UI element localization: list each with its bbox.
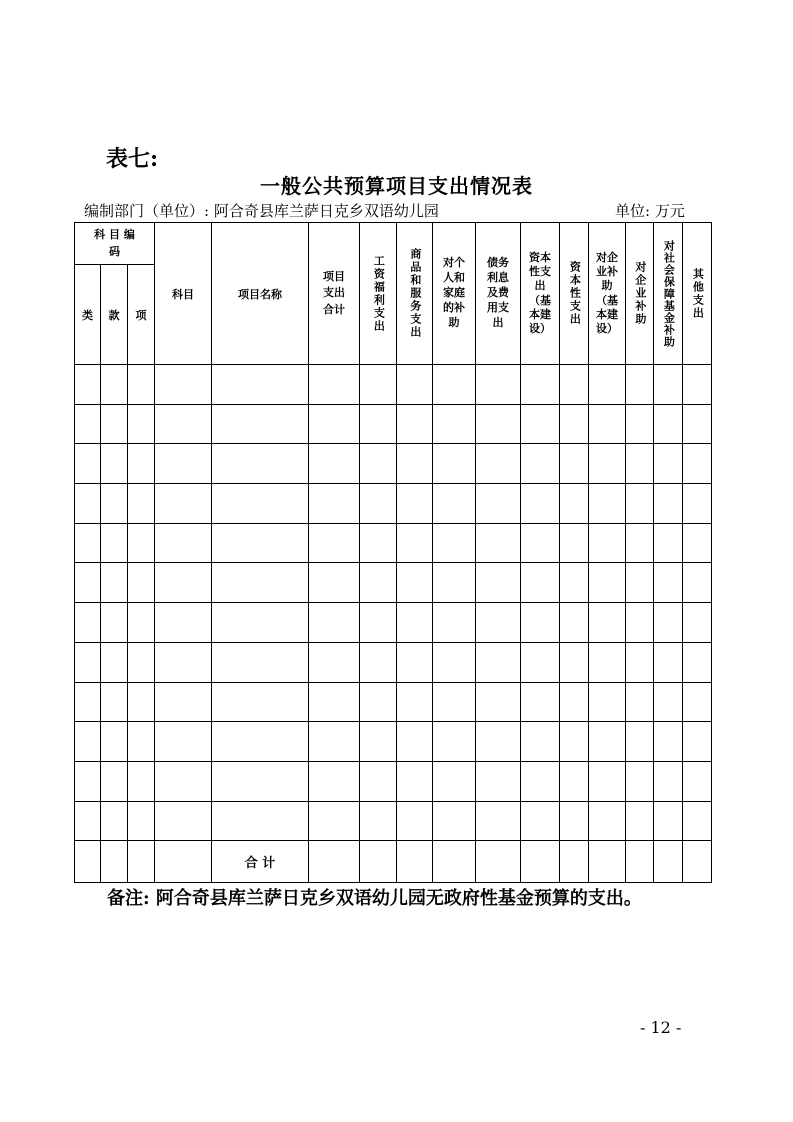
table-cell: [155, 801, 212, 841]
table-cell: [360, 642, 397, 682]
header-debt: 债务 利息 及费 用支 出: [476, 223, 521, 365]
table-cell: [101, 801, 128, 841]
table-row: [75, 404, 712, 444]
table-cell: [155, 563, 212, 603]
table-cell: [521, 523, 560, 563]
table-cell: [626, 801, 654, 841]
table-cell: [626, 761, 654, 801]
table-cell: [476, 682, 521, 722]
table-cell: [433, 563, 476, 603]
table-number: 表七:: [106, 146, 159, 172]
table-cell: [589, 761, 626, 801]
table-cell: [433, 484, 476, 524]
table-cell: [589, 841, 626, 883]
table-cell: [654, 682, 683, 722]
header-project-name: 项目名称: [212, 223, 309, 365]
table-cell: [309, 642, 360, 682]
table-cell: [309, 801, 360, 841]
table-cell: [589, 444, 626, 484]
table-cell: [683, 841, 712, 883]
table-cell: [589, 603, 626, 643]
table-cell: [476, 444, 521, 484]
table-cell: [560, 642, 589, 682]
header-wages: 工资福利支出: [360, 223, 397, 365]
table-cell: [654, 365, 683, 405]
table-cell: [397, 722, 433, 762]
table-cell: [155, 404, 212, 444]
table-cell: [521, 404, 560, 444]
table-cell: [560, 603, 589, 643]
table-cell: [626, 841, 654, 883]
table-cell: [360, 484, 397, 524]
table-cell: [476, 841, 521, 883]
table-cell: [101, 444, 128, 484]
table-cell: [521, 484, 560, 524]
table-cell: [155, 761, 212, 801]
table-cell: [521, 603, 560, 643]
table-row: [75, 761, 712, 801]
table-cell: [589, 682, 626, 722]
table-cell: [397, 682, 433, 722]
table-cell: [360, 444, 397, 484]
table-cell: [476, 404, 521, 444]
header-other: 其他支出: [683, 223, 712, 365]
table-cell: [683, 523, 712, 563]
table-cell: [360, 523, 397, 563]
table-row: [75, 603, 712, 643]
table-cell: [683, 682, 712, 722]
table-cell: [521, 761, 560, 801]
table-cell: [521, 801, 560, 841]
table-cell: [309, 523, 360, 563]
table-cell: [560, 404, 589, 444]
table-cell: [476, 603, 521, 643]
header-capital: 资本性支出: [560, 223, 589, 365]
header-enterprise-base: 对企 业补 助 （基 本建 设）: [589, 223, 626, 365]
table-cell: [75, 523, 101, 563]
table-cell: [433, 722, 476, 762]
table-cell: [309, 484, 360, 524]
table-cell: [476, 523, 521, 563]
table-cell: [75, 761, 101, 801]
table-cell: [155, 682, 212, 722]
table-cell: [128, 761, 155, 801]
table-cell: [433, 523, 476, 563]
table-cell: [309, 761, 360, 801]
table-cell: [128, 484, 155, 524]
table-row: [75, 563, 712, 603]
table-cell: [128, 404, 155, 444]
table-cell: [155, 484, 212, 524]
table-cell: [560, 365, 589, 405]
table-cell: [683, 801, 712, 841]
table-cell: [128, 682, 155, 722]
table-cell: [360, 404, 397, 444]
table-cell: [626, 682, 654, 722]
table-cell: [360, 841, 397, 883]
table-cell: [309, 603, 360, 643]
table-cell: [476, 801, 521, 841]
table-cell: [476, 563, 521, 603]
table-cell: [360, 682, 397, 722]
table-cell: [397, 404, 433, 444]
table-cell: [360, 761, 397, 801]
table-cell: [75, 484, 101, 524]
total-row: [75, 841, 712, 883]
table-cell: [101, 603, 128, 643]
table-cell: [212, 484, 309, 524]
table-cell: [589, 801, 626, 841]
table-cell: [654, 722, 683, 762]
table-cell: [75, 841, 101, 883]
header-xiang: 项: [128, 265, 155, 365]
table-cell: [309, 444, 360, 484]
table-cell: [683, 722, 712, 762]
table-cell: [654, 484, 683, 524]
table-cell: [397, 523, 433, 563]
table-cell: [75, 444, 101, 484]
table-cell: [155, 603, 212, 643]
header-capital-base: 资本 性支 出 （基 本建 设）: [521, 223, 560, 365]
page-title: 一般公共预算项目支出情况表: [260, 174, 533, 198]
table-cell: [476, 722, 521, 762]
table-cell: [654, 801, 683, 841]
table-cell: [560, 563, 589, 603]
table-cell: [360, 365, 397, 405]
table-cell: [626, 642, 654, 682]
table-cell: [626, 404, 654, 444]
table-cell: [101, 682, 128, 722]
department-line: 编制部门（单位）: 阿合奇县库兰萨日克乡双语幼儿园: [84, 202, 439, 220]
table-cell: [397, 484, 433, 524]
table-cell: [521, 841, 560, 883]
table-cell: [683, 563, 712, 603]
table-cell: [101, 523, 128, 563]
total-label: 合 计: [212, 841, 309, 883]
table-cell: [654, 523, 683, 563]
table-cell: [589, 642, 626, 682]
table-cell: [433, 444, 476, 484]
table-cell: [75, 603, 101, 643]
table-cell: [683, 404, 712, 444]
table-cell: [101, 484, 128, 524]
table-cell: [101, 642, 128, 682]
table-cell: [626, 523, 654, 563]
table-row: [75, 523, 712, 563]
table-cell: [360, 722, 397, 762]
table-cell: [155, 722, 212, 762]
table-cell: [155, 365, 212, 405]
table-row: [75, 642, 712, 682]
table-cell: [476, 642, 521, 682]
header-row-1: [75, 223, 712, 265]
table-cell: [654, 404, 683, 444]
unit-line: 单位: 万元: [615, 202, 685, 220]
table-cell: [433, 682, 476, 722]
table-cell: [521, 444, 560, 484]
table-cell: [75, 722, 101, 762]
table-cell: [309, 722, 360, 762]
table-cell: [155, 841, 212, 883]
table-cell: [589, 365, 626, 405]
table-cell: [397, 603, 433, 643]
table-cell: [476, 761, 521, 801]
table-cell: [360, 801, 397, 841]
table-cell: [397, 563, 433, 603]
page-number: - 12 -: [640, 1018, 682, 1037]
table-cell: [476, 365, 521, 405]
table-cell: [75, 642, 101, 682]
table-cell: [128, 642, 155, 682]
table-cell: [626, 365, 654, 405]
table-cell: [75, 365, 101, 405]
table-cell: [309, 841, 360, 883]
table-cell: [654, 444, 683, 484]
table-cell: [433, 404, 476, 444]
table-cell: [654, 642, 683, 682]
header-kuan: 款: [101, 265, 128, 365]
header-households: 对个 人和 家庭 的补 助: [433, 223, 476, 365]
table-cell: [654, 841, 683, 883]
table-cell: [309, 563, 360, 603]
table-cell: [626, 563, 654, 603]
table-cell: [101, 404, 128, 444]
table-cell: [560, 523, 589, 563]
table-row: [75, 682, 712, 722]
table-cell: [433, 642, 476, 682]
table-cell: [654, 563, 683, 603]
table-cell: [626, 722, 654, 762]
header-enterprise: 对企业补助: [626, 223, 654, 365]
table-cell: [626, 603, 654, 643]
table-row: [75, 365, 712, 405]
table-cell: [560, 722, 589, 762]
table-cell: [212, 563, 309, 603]
table-cell: [75, 404, 101, 444]
table-cell: [212, 722, 309, 762]
table-cell: [212, 682, 309, 722]
table-row: [75, 444, 712, 484]
table-cell: [589, 484, 626, 524]
table-cell: [560, 761, 589, 801]
table-cell: [128, 444, 155, 484]
table-cell: [521, 722, 560, 762]
table-cell: [433, 365, 476, 405]
table-cell: [521, 365, 560, 405]
table-cell: [654, 603, 683, 643]
table-cell: [560, 841, 589, 883]
table-cell: [128, 365, 155, 405]
table-cell: [560, 682, 589, 722]
header-project-total: 项目 支出 合计: [309, 223, 360, 365]
table-cell: [397, 444, 433, 484]
header-kemu: 科目: [155, 223, 212, 365]
table-cell: [521, 563, 560, 603]
table-cell: [683, 484, 712, 524]
table-cell: [589, 722, 626, 762]
table-cell: [212, 761, 309, 801]
table-cell: [212, 404, 309, 444]
table-cell: [75, 563, 101, 603]
table-cell: [212, 801, 309, 841]
header-lei: 类: [75, 265, 101, 365]
table-cell: [212, 523, 309, 563]
header-social-security: 对社会保障基金补助: [654, 223, 683, 365]
table-cell: [128, 841, 155, 883]
table-cell: [521, 642, 560, 682]
header-goods: 商品和服务支出: [397, 223, 433, 365]
table-cell: [128, 801, 155, 841]
table-cell: [397, 642, 433, 682]
budget-table: [74, 222, 712, 883]
table-cell: [360, 603, 397, 643]
table-cell: [589, 563, 626, 603]
table-cell: [433, 801, 476, 841]
footnote: 备注: 阿合奇县库兰萨日克乡双语幼儿园无政府性基金预算的支出。: [107, 888, 642, 909]
header-code-group: 科 目 编 码: [75, 223, 155, 265]
table-cell: [397, 761, 433, 801]
table-row: [75, 484, 712, 524]
table-cell: [212, 365, 309, 405]
table-cell: [75, 801, 101, 841]
table-row: [75, 722, 712, 762]
table-cell: [654, 761, 683, 801]
table-cell: [309, 365, 360, 405]
table-cell: [128, 722, 155, 762]
table-cell: [360, 563, 397, 603]
table-cell: [309, 404, 360, 444]
table-cell: [155, 444, 212, 484]
table-row: [75, 801, 712, 841]
table-cell: [101, 761, 128, 801]
table-cell: [560, 801, 589, 841]
table-cell: [212, 444, 309, 484]
table-cell: [397, 841, 433, 883]
table-cell: [128, 603, 155, 643]
table-cell: [683, 444, 712, 484]
table-cell: [397, 365, 433, 405]
table-cell: [683, 761, 712, 801]
table-cell: [155, 642, 212, 682]
table-cell: [683, 642, 712, 682]
table-cell: [101, 563, 128, 603]
table-cell: [683, 603, 712, 643]
table-cell: [589, 404, 626, 444]
table-cell: [626, 444, 654, 484]
table-cell: [101, 722, 128, 762]
table-cell: [212, 642, 309, 682]
table-cell: [155, 523, 212, 563]
table-cell: [101, 841, 128, 883]
table-cell: [433, 761, 476, 801]
table-cell: [397, 801, 433, 841]
table-cell: [521, 682, 560, 722]
table-cell: [128, 523, 155, 563]
table-cell: [433, 841, 476, 883]
table-cell: [589, 523, 626, 563]
table-cell: [626, 484, 654, 524]
table-cell: [128, 563, 155, 603]
table-cell: [309, 682, 360, 722]
table-cell: [75, 682, 101, 722]
table-cell: [101, 365, 128, 405]
table-cell: [683, 365, 712, 405]
table-cell: [560, 444, 589, 484]
table-cell: [212, 603, 309, 643]
table-cell: [433, 603, 476, 643]
table-cell: [476, 484, 521, 524]
table-cell: [560, 484, 589, 524]
